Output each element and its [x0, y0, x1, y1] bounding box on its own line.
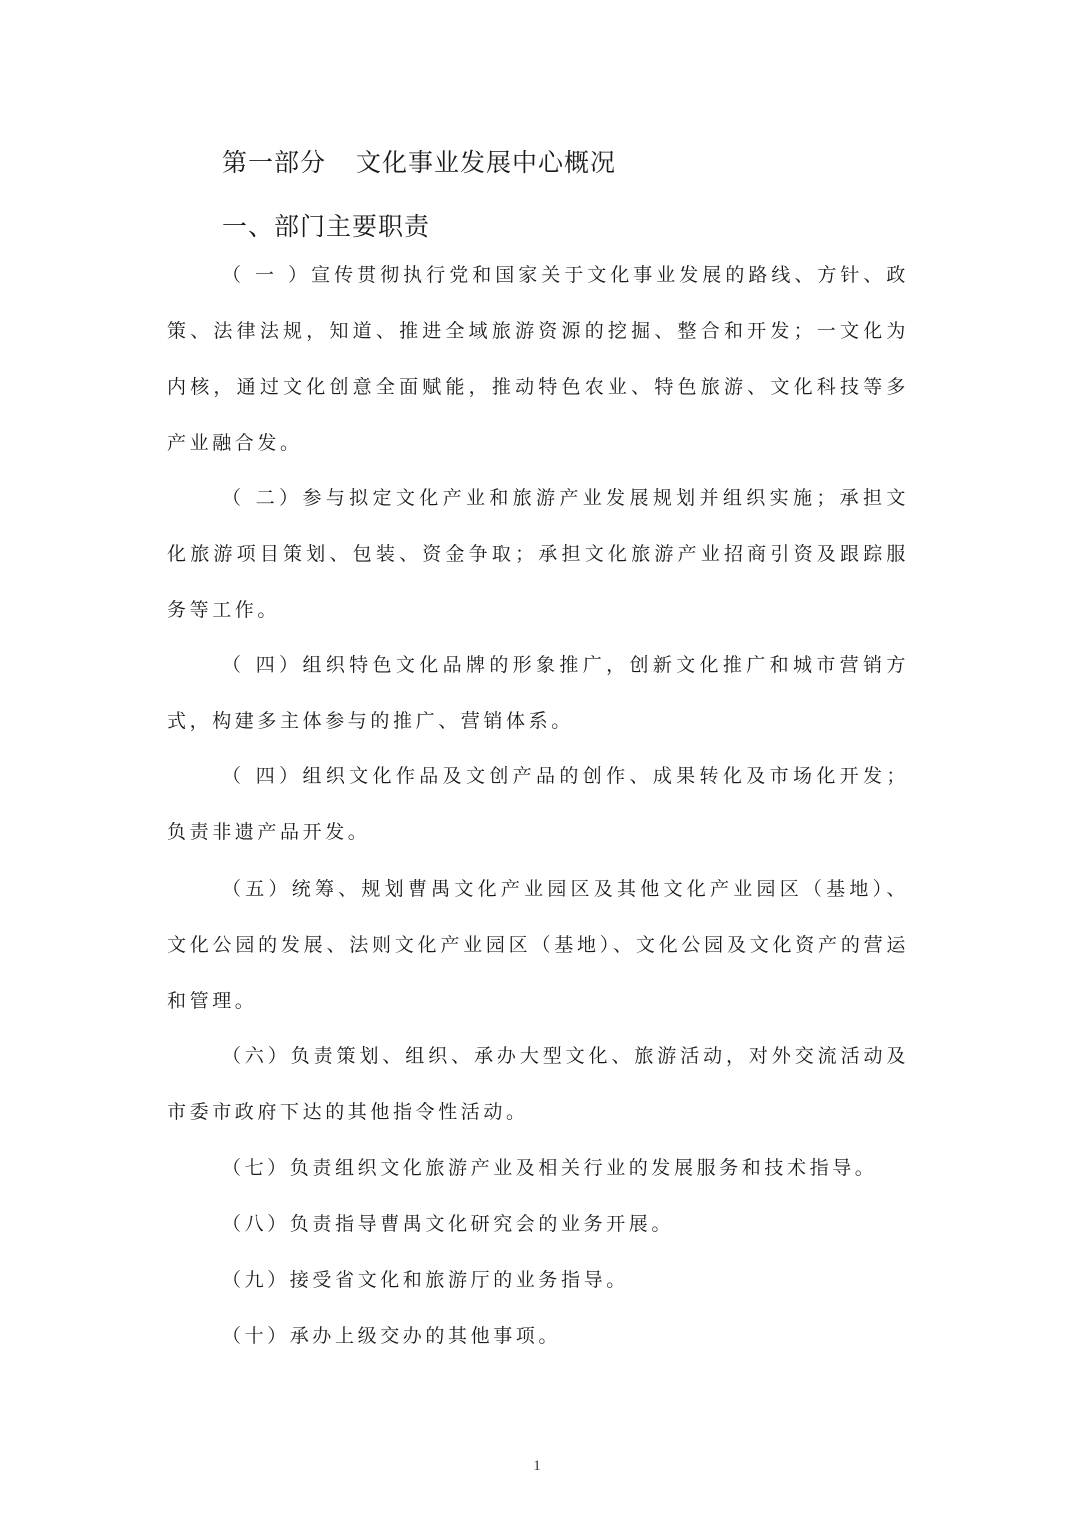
paragraph-duty-2: （ 二）参与拟定文化产业和旅游产业发展规划并组织实施；承担文化旅游项目策划、包装、资金争取；承担文化旅游产业招商引资及跟踪服务等工作。 [167, 487, 909, 621]
part-title-prefix: 第一部分 [222, 148, 327, 177]
paragraph-duty-3: （ 四）组织特色文化品牌的形象推广，创新文化推广和城市营销方式，构建多主体参与的推广、营销体系。 [167, 654, 909, 732]
paragraph-duty-9: （九）接受省文化和旅游厅的业务指导。 [222, 1269, 629, 1291]
paragraph-duty-6: （六）负责策划、组织、承办大型文化、旅游活动，对外交流活动及市委市政府下达的其他指令性活动。 [167, 1045, 909, 1123]
page-number: 1 [533, 1458, 541, 1474]
paragraph-duty-4: （ 四）组织文化作品及文创产品的创作、成果转化及市场化开发；负责非遗产品开发。 [167, 765, 909, 843]
paragraph-duty-5: （五）统筹、规划曹禺文化产业园区及其他文化产业园区（基地）、文化公园的发展、法则文化产业园区（基地）、文化公园及文化资产的营运和管理。 [167, 878, 909, 1012]
paragraph-duty-1: （ 一 ）宣传贯彻执行党和国家关于文化事业发展的路线、方针、政策、法律法规，知道、推进全域旅游资源的挖掘、整合和开发；一文化为内核，通过文化创意全面赋能，推动特色农业、特色旅游、文化科技等多产业融合发。 [167, 264, 909, 454]
section-heading: 一、部门主要职责 [222, 212, 431, 241]
paragraph-duty-10: （十）承办上级交办的其他事项。 [222, 1325, 562, 1347]
part-title [222, 143, 616, 179]
paragraph-duty-8: （八）负责指导曹禺文化研究会的业务开展。 [222, 1213, 675, 1235]
part-title-text: 文化事业发展中心概况 [356, 148, 617, 177]
paragraph-duty-7: （七）负责组织文化旅游产业及相关行业的发展服务和技术指导。 [222, 1157, 878, 1179]
